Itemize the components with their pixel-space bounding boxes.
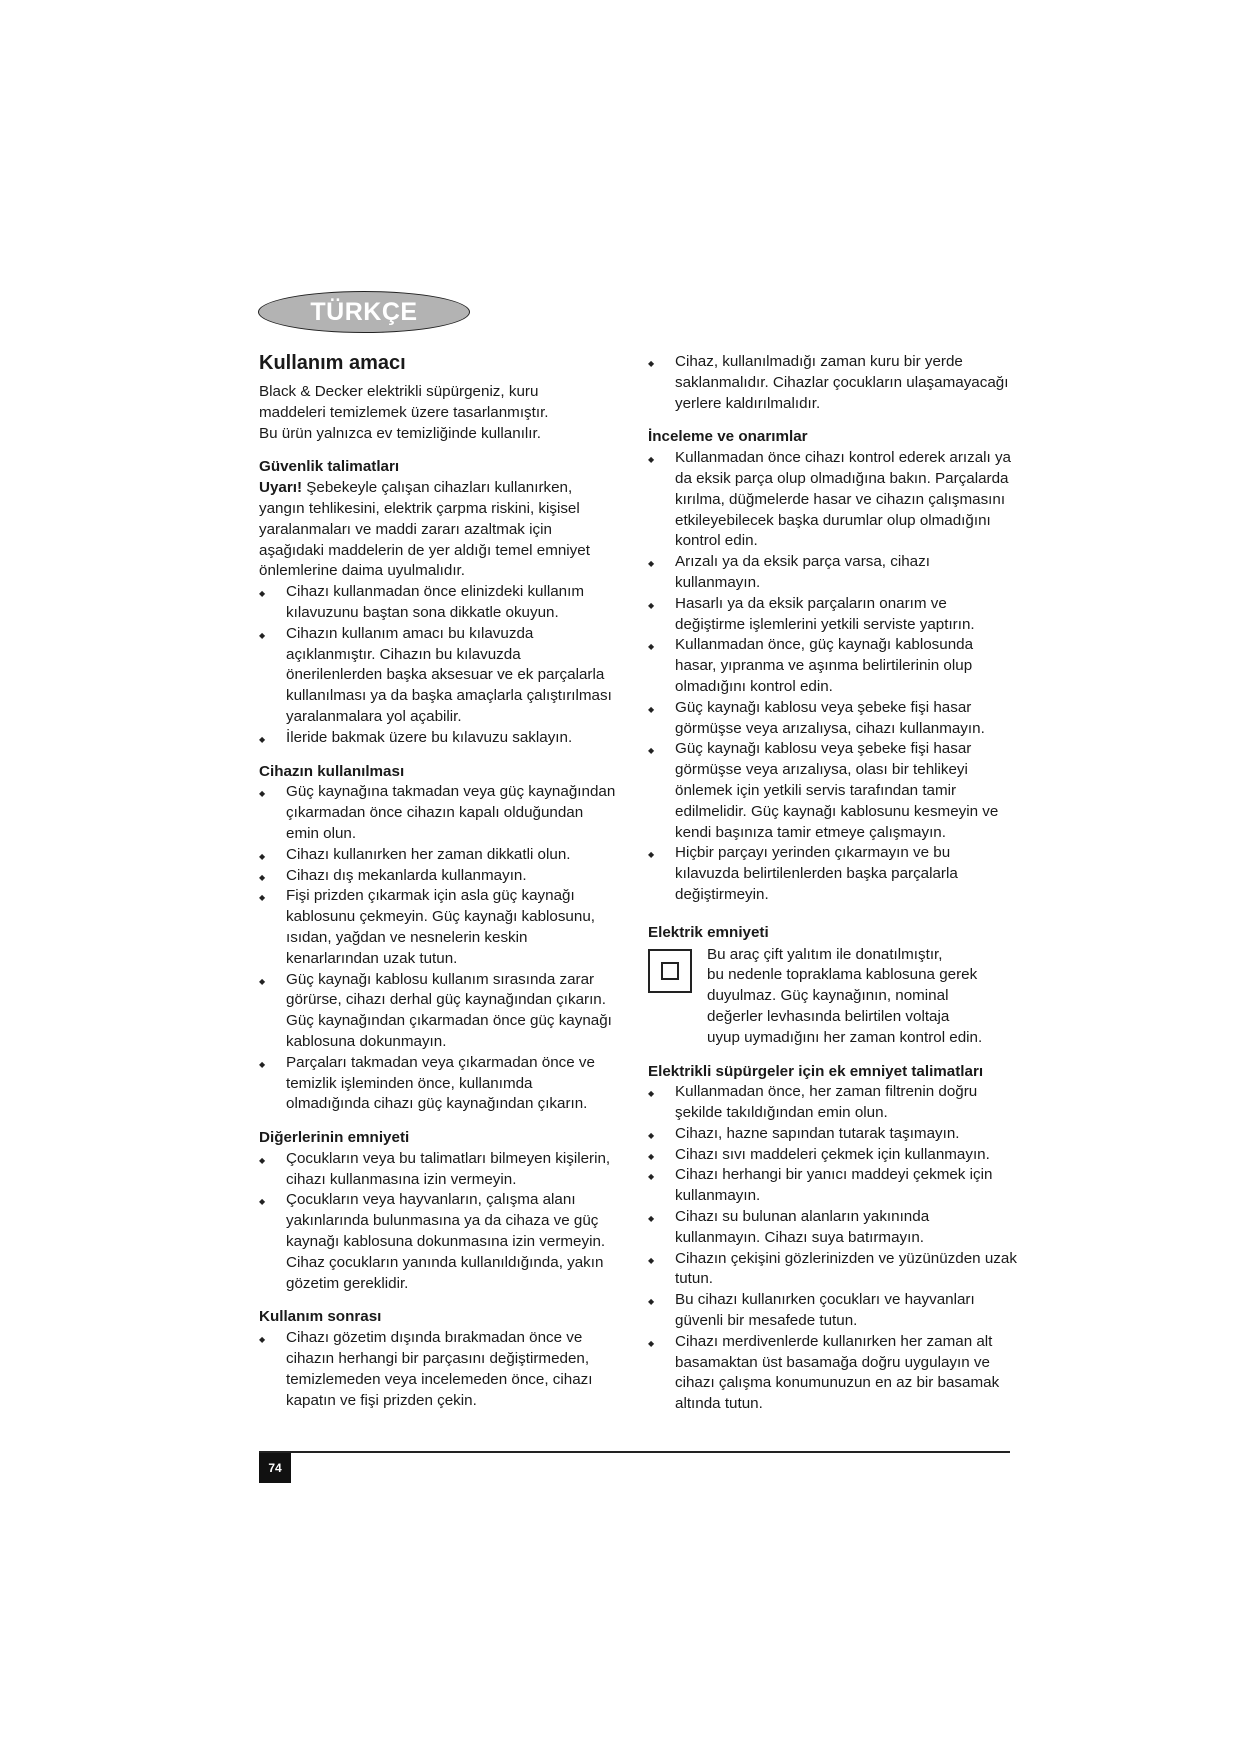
heading-after-use: Kullanım sonrası <box>259 1308 382 1326</box>
list-item: ◆ Cihazı, hazne sapından tutarak taşımayın. <box>648 1124 1018 1145</box>
heading-safety-of-others: Diğerlerinin emniyeti <box>259 1129 410 1147</box>
electrical-line-1: Bu araç çift yalıtım ile donatılmıştır, <box>707 945 943 963</box>
list-item: ◆ Kullanmadan önce, güç kaynağı kablosunda hasar, yıpranma ve aşınma belirtilerinin olup olmadığını kontrol edin. <box>648 635 1018 697</box>
list-item: ◆ Cihazın kullanım amacı bu kılavuzda açıklanmıştır. Cihazın bu kılavuzda önerilenlerden başka aksesuar ve ek parçalarla kullanılması ya da başka amaçlarla çalıştırılması yaralanmalara yol açabilir. <box>259 624 619 728</box>
electrical-line-5: uyup uymadığını her zaman kontrol edin. <box>707 1028 983 1046</box>
list-item: ◆ Fişi prizden çıkarmak için asla güç kaynağı kablosunu çekmeyin. Güç kaynağı kablosunu, ısıdan, yağdan ve nesnelerin keskin kenarlarından uzak tutun. <box>259 886 619 969</box>
list-item: ◆ Cihazı kullanırken her zaman dikkatli olun. <box>259 845 619 866</box>
electrical-line-4: değerler levhasında belirtilen voltaja <box>707 1007 950 1025</box>
heading-inspection-repairs: İnceleme ve onarımlar <box>648 428 808 446</box>
list-item: ◆ Güç kaynağı kablosu kullanım sırasında zarar görürse, cihazı derhal güç kaynağından çıkarın. Güç kaynağından çıkarmadan önce güç kaynağı kablosuna dokunmayın. <box>259 970 619 1053</box>
usage-list <box>259 782 619 1115</box>
list-item: ◆ Kullanmadan önce, her zaman filtrenin doğru şekilde takıldığından emin olun. <box>648 1082 1018 1124</box>
list-item: ◆ Cihazı dış mekanlarda kullanmayın. <box>259 866 619 887</box>
list-item: ◆ Cihazın çekişini gözlerinizden ve yüzünüzden uzak tutun. <box>648 1249 1018 1291</box>
list-item: ◆ Çocukların veya hayvanların, çalışma alanı yakınlarında bulunmasına ya da cihaza ve güç kaynağı kablosuna dokunmasına izin vermeyin. Cihaz çocukların yanında kullanıldığında, yakın gözetim gereklidir. <box>259 1190 619 1294</box>
intro-line-2: maddeleri temizlemek üzere tasarlanmıştır. <box>259 403 549 421</box>
warning-text: Şebekeyle çalışan cihazları kullanırken, yangın tehlikesini, elektrik çarpma riskini, kişisel yaralanmaları ve maddi zararı azaltmak için aşağıdaki maddelerin de yer aldığı temel emniyet önlemlerine daima uyulmalıdır. <box>259 479 590 580</box>
warning-label: Uyarı! <box>259 479 303 497</box>
list-item: ◆ Hiçbir parçayı yerinden çıkarmayın ve bu kılavuzda belirtilenlerden başka parçalarla değiştirmeyin. <box>648 843 1018 905</box>
double-insulation-icon <box>648 949 692 993</box>
electrical-line-2: bu nedenle topraklama kablosuna gerek <box>707 966 978 984</box>
heading-electrical-safety: Elektrik emniyeti <box>648 923 769 941</box>
heading-appliance-usage: Cihazın kullanılması <box>259 762 405 780</box>
right-column <box>648 352 1018 1415</box>
list-item: ◆ Güç kaynağına takmadan veya güç kaynağından çıkarmadan önce cihazın kapalı olduğundan emin olun. <box>259 782 619 844</box>
storage-list <box>648 352 1018 414</box>
list-item: ◆ İleride bakmak üzere bu kılavuzu saklayın. <box>259 728 619 749</box>
list-item: ◆ Kullanmadan önce cihazı kontrol ederek arızalı ya da eksik parça olup olmadığına bakın. Parçalarda kırılma, düğmelerde hasar ve cihazın çalışmasını etkileyebilecek başka durumlar olup olmadığını kontrol edin. <box>648 448 1018 552</box>
inspection-list <box>648 448 1018 906</box>
intro-line-1: Black & Decker elektrikli süpürgeniz, kuru <box>259 383 539 400</box>
electrical-safety-block <box>648 945 1018 1049</box>
list-item: ◆ Güç kaynağı kablosu veya şebeke fişi hasar görmüşse veya arızalıysa, cihazı kullanmayın. <box>648 698 1018 740</box>
list-item: ◆ Cihazı herhangi bir yanıcı maddeyi çekmek için kullanmayın. <box>648 1165 1018 1207</box>
after-use-list <box>259 1328 619 1411</box>
heading-safety-instructions: Güvenlik talimatları <box>259 458 400 476</box>
page-number: 74 <box>259 1453 291 1483</box>
list-item: ◆ Cihazı merdivenlerde kullanırken her zaman alt basamaktan üst basamağa doğru uygulayın ve cihazı çalışma konumunuzun en az bir basamak altında tutun. <box>648 1332 1018 1415</box>
heading-vacuum-safety: Elektrikli süpürgeler için ek emniyet talimatları <box>648 1062 984 1080</box>
list-item: ◆ Bu cihazı kullanırken çocukları ve hayvanları güvenli bir mesafede tutun. <box>648 1290 1018 1332</box>
footer-rule <box>259 1451 1010 1453</box>
section-title-intended-use: Kullanım amacı <box>259 352 406 374</box>
list-item: ◆ Cihazı gözetim dışında bırakmadan önce ve cihazın herhangi bir parçasını değiştirmeden, temizlemeden veya incelemeden önce, cihazı kapatın ve fişi prizden çekin. <box>259 1328 619 1411</box>
language-badge <box>258 291 470 333</box>
list-item: ◆ Parçaları takmadan veya çıkarmadan önce ve temizlik işleminden önce, kullanımda olmadığında cihazı güç kaynağından çıkarın. <box>259 1053 619 1115</box>
language-label: TÜRKÇE <box>310 297 418 326</box>
list-item: ◆ Cihaz, kullanılmadığı zaman kuru bir yerde saklanmalıdır. Cihazlar çocukların ulaşamayacağı yerlere kaldırılmalıdır. <box>648 352 1018 414</box>
warning-paragraph <box>259 478 619 582</box>
others-list <box>259 1149 619 1295</box>
list-item: ◆ Çocukların veya bu talimatları bilmeyen kişilerin, cihazı kullanmasına izin vermeyin. <box>259 1149 619 1191</box>
list-item: ◆ Cihazı kullanmadan önce elinizdeki kullanım kılavuzunu baştan sona dikkatle okuyun. <box>259 582 619 624</box>
vacuum-list <box>648 1082 1018 1415</box>
list-item: ◆ Arızalı ya da eksik parça varsa, cihazı kullanmayın. <box>648 552 1018 594</box>
electrical-safety-text <box>707 945 982 1049</box>
list-item: ◆ Cihazı sıvı maddeleri çekmek için kullanmayın. <box>648 1145 1018 1166</box>
list-item: ◆ Hasarlı ya da eksik parçaların onarım ve değiştirme işlemlerini yetkili serviste yaptırın. <box>648 594 1018 636</box>
list-item: ◆ Cihazı su bulunan alanların yakınında kullanmayın. Cihazı suya batırmayın. <box>648 1207 1018 1249</box>
electrical-line-3: duyulmaz. Güç kaynağının, nominal <box>707 987 949 1005</box>
list-item: ◆ Güç kaynağı kablosu veya şebeke fişi hasar görmüşse veya arızalıysa, olası bir tehlikeyi önlemek için yetkili servis tarafından tamir edilmelidir. Güç kaynağı kablosunu kesmeyin ve kendi başınıza tamir etmeye çalışmayın. <box>648 739 1018 843</box>
left-column <box>259 350 619 1411</box>
safety-list <box>259 582 619 748</box>
intro-line-3: Bu ürün yalnızca ev temizliğinde kullanılır. <box>259 424 541 442</box>
